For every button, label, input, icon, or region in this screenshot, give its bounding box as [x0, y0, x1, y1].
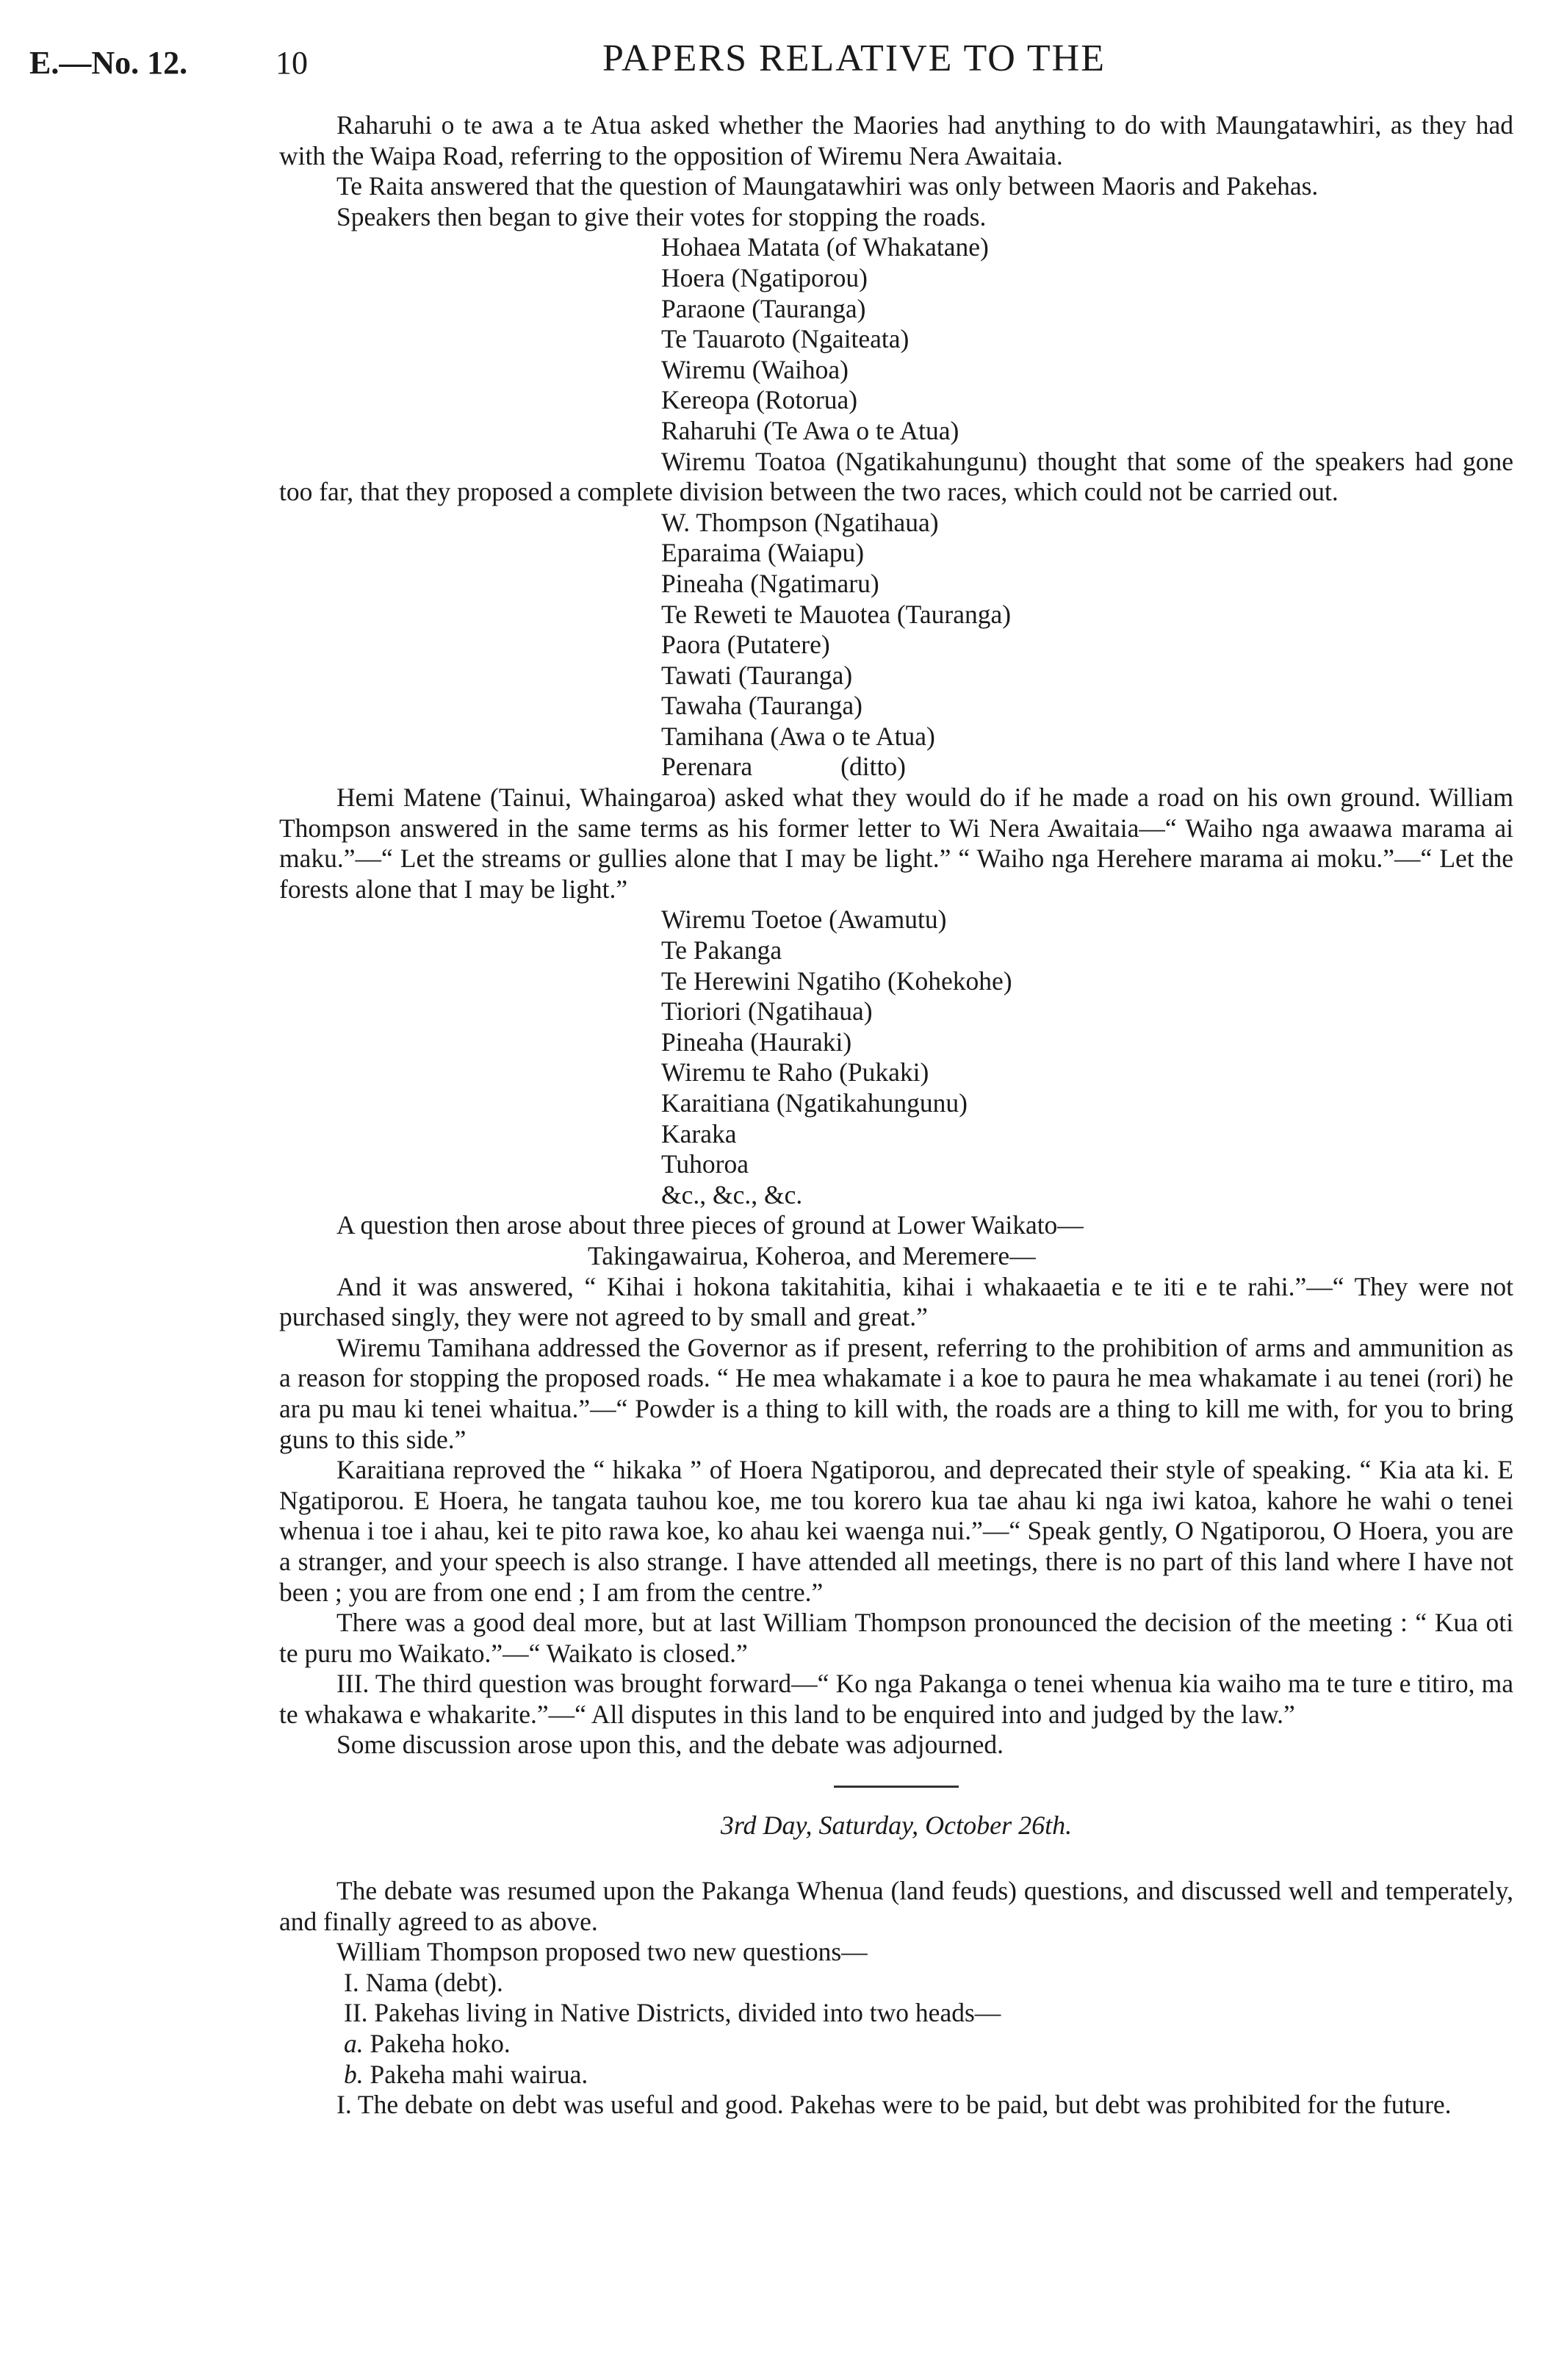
speaker-name: Te Reweti te Mauotea (Tauranga): [661, 599, 1012, 629]
speaker-name: Pineaha (Ngatimaru): [661, 568, 879, 598]
speaker-name: Tioriori (Ngatihaua): [661, 996, 873, 1027]
speaker-name: Tuhoroa: [661, 1149, 749, 1179]
sub-item-text: Pakeha hoko.: [370, 2029, 511, 2059]
paragraph: III. The third question was brought forward—“ Ko nga Pakanga o tenei whenua kia waiho ma te ture e titiro, ma te whakawa e whakarite.”—“ All disputes in this land to be enquired into and judged by the law.”: [279, 1669, 1513, 1729]
running-header: [0, 31, 1556, 90]
sub-item-label: a.: [344, 2029, 364, 2059]
paragraph: A question then arose about three pieces of ground at Lower Waikato—: [336, 1210, 1084, 1240]
paragraph: William Thompson proposed two new questions—: [336, 1937, 868, 1967]
speaker-name: Tawati (Tauranga): [661, 660, 853, 690]
paragraph: Wiremu Tamihana addressed the Governor as if present, referring to the prohibition of arms and ammunition as a reason for stopping the proposed roads. “ He mea whakamate i a koe to paura he mea whakamate i au tenei (rori) he ara pu mau ki tenei whaitua.”—“ Powder is a thing to kill with, the roads are a thing to kill me with, for you to bring guns to this side.”: [279, 1332, 1513, 1454]
list-item: I. Nama (debt).: [344, 1967, 503, 1997]
document-number: E.—No. 12.: [29, 45, 188, 81]
ditto-mark: (ditto): [840, 752, 906, 782]
paragraph: And it was answered, “ Kihai i hokona takitahitia, kihai i whakaaetia e te iti e te rahi.”—“ They were not purchased singly, they were not agreed to by small and great.”: [279, 1271, 1513, 1332]
paragraph: Te Raita answered that the question of Maungatawhiri was only between Maoris and Pakehas.: [336, 171, 1319, 201]
speaker-name: Paraone (Tauranga): [661, 293, 866, 323]
speaker-name: Karaitiana (Ngatikahungunu): [661, 1088, 968, 1118]
list-item: II. Pakehas living in Native Districts, divided into two heads—: [344, 1998, 1001, 2028]
speaker-name: Te Tauaroto (Ngaiteata): [661, 324, 910, 354]
speaker-list-c: [661, 905, 1513, 1210]
speaker-name: &c., &c., &c.: [661, 1179, 803, 1209]
speaker-list-a: [661, 232, 1513, 446]
sub-item-label: b.: [344, 2059, 364, 2089]
speaker-name: Wiremu te Raho (Pukaki): [661, 1057, 929, 1087]
place-names: Takingawairua, Koheroa, and Meremere—: [588, 1240, 1036, 1270]
paragraph: Some discussion arose upon this, and the debate was adjourned.: [336, 1730, 1004, 1760]
speaker-name: Eparaima (Waiapu): [661, 538, 865, 568]
running-title: PAPERS RELATIVE TO THE: [602, 37, 1106, 79]
speaker-name: Te Herewini Ngatiho (Kohekohe): [661, 966, 1012, 996]
paragraph: Wiremu Toatoa (Ngatikahungunu) thought that some of the speakers had gone too far, that they proposed a complete division between the two races, which could not be carried out.: [279, 446, 1513, 507]
speaker-name: Kereopa (Rotorua): [661, 385, 858, 415]
page-number: 10: [275, 45, 308, 81]
speaker-list-b: [661, 508, 1513, 783]
day-heading: 3rd Day, Saturday, October 26th.: [720, 1811, 1073, 1841]
speaker-name: Hoera (Ngatiporou): [661, 262, 868, 292]
speaker-name: [661, 752, 1513, 783]
speaker-name: W. Thompson (Ngatihaua): [661, 507, 939, 537]
speaker-name-perenara: Perenara: [661, 752, 753, 782]
paragraph: The debate was resumed upon the Pakanga Whenua (land feuds) questions, and discussed well and temperately, and finally agreed to as above.: [279, 1876, 1513, 1936]
paragraph: Raharuhi o te awa a te Atua asked whether the Maories had anything to do with Maungatawhiri, as they had with the Waipa Road, referring to the opposition of Wiremu Nera Awaitaia.: [279, 110, 1513, 170]
list-item: [344, 2029, 1513, 2060]
speaker-name: Tawaha (Tauranga): [661, 691, 862, 721]
speaker-name: Karaka: [661, 1118, 737, 1148]
speaker-name: Hohaea Matata (of Whakatane): [661, 232, 989, 262]
paragraph: Speakers then began to give their votes for stopping the roads.: [336, 201, 987, 231]
speaker-name: Tamihana (Awa o te Atua): [661, 721, 935, 751]
sub-item-text: Pakeha mahi wairua.: [370, 2059, 588, 2089]
speaker-name: Pineaha (Hauraki): [661, 1027, 852, 1057]
paragraph: I. The debate on debt was useful and good. Pakehas were to be paid, but debt was prohibited for the future.: [336, 2090, 1452, 2120]
paragraph: Hemi Matene (Tainui, Whaingaroa) asked what they would do if he made a road on his own ground. William Thompson answered in the same terms as his former letter to Wi Nera Awaitaia—“ Waiho nga awaawa marama ai maku.”—“ Let the streams or gullies alone that I may be light.” “ Waiho nga Herehere marama ai moku.”—“ Let the forests alone that I may be light.”: [279, 783, 1513, 904]
paragraph: There was a good deal more, but at last William Thompson pronounced the decision of the meeting : “ Kua oti te puru mo Waikato.”—“ Waikato is closed.”: [279, 1608, 1513, 1668]
speaker-name: Wiremu Toetoe (Awamutu): [661, 905, 947, 935]
speaker-name: Wiremu (Waihoa): [661, 354, 849, 384]
body-text: [279, 110, 1513, 2121]
paragraph: Karaitiana reproved the “ hikaka ” of Hoera Ngatiporou, and deprecated their style of speaking. “ Kia ata ki. E Ngatiporou. E Hoera, he tangata tauhou koe, me tou korero kua tae ahau ki nga iwi katoa, kahore he wahi o tenei whenua i toe i ahau, kei te pito rawa koe, ko ahau kei waenga nui.”—“ Speak gently, O Ngatiporou, O Hoera, you are a stranger, and your speech is also strange. I have attended all meetings, there is no part of this land where I have not been ; you are from one end ; I am from the centre.”: [279, 1455, 1513, 1607]
speaker-name: Te Pakanga: [661, 935, 782, 966]
speaker-name: Paora (Putatere): [661, 630, 830, 660]
section-divider: [834, 1786, 959, 1788]
list-item: [344, 2060, 1513, 2090]
speaker-name: Raharuhi (Te Awa o te Atua): [661, 415, 959, 445]
